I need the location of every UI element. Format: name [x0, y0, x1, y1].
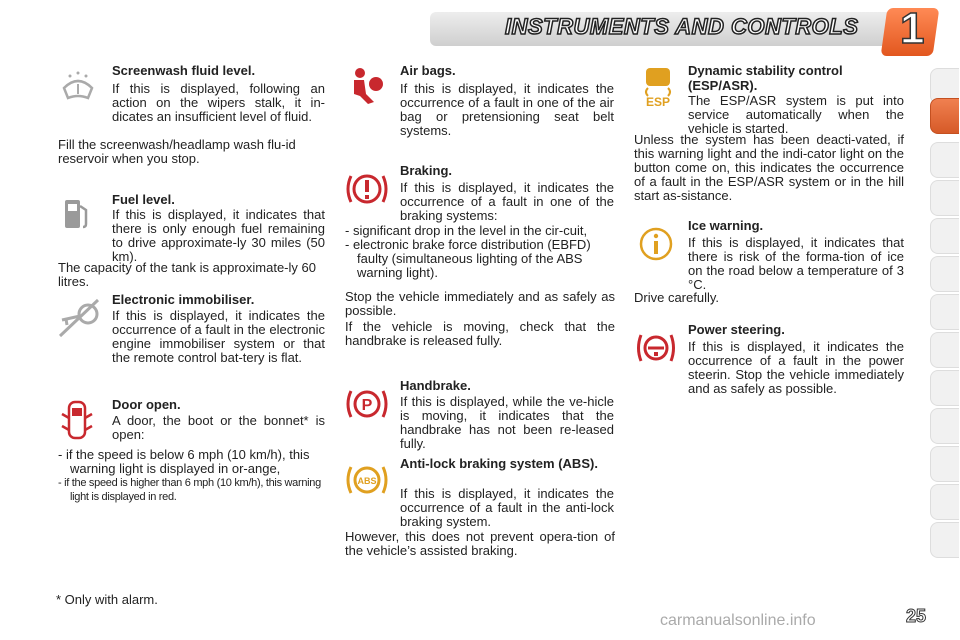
screenwash-body: If this is displayed, following an action on the wipers stalk, it in-dicates an insufficient level of fluid.	[112, 81, 325, 124]
airbag-icon	[348, 66, 384, 106]
abs-note: However, this does not prevent opera-tion of the vehicle’s assisted braking.	[345, 529, 615, 558]
braking-note-2: If the vehicle is moving, check that the handbrake is released fully.	[345, 319, 615, 348]
chapter-tab[interactable]	[930, 180, 959, 216]
list-item: - significant drop in the level in the cir-cuit,	[345, 223, 588, 238]
page-number: 25	[906, 606, 927, 626]
immobiliser-body: If this is displayed, it indicates the occurrence of a fault in the electronic engine immobiliser system or that the remote control bat-tery is flat.	[112, 308, 325, 365]
fuel-body: If this is displayed, it indicates that there is only enough fuel remaining to drive approximate-ly 30 miles (50 km).	[112, 207, 325, 264]
abs-icon	[345, 462, 389, 498]
airbags-body: If this is displayed, it indicates the occurrence of a fault in one of the air bag or pretensioning seat belt systems.	[400, 81, 614, 138]
steering-body: If this is displayed, it indicates the occurrence of a fault in the power steerin. Stop the vehicle immediately and as safely as possible.	[688, 339, 904, 396]
chapter-tab-active[interactable]	[930, 98, 959, 134]
power-steering-icon	[636, 330, 676, 366]
fuel-pump-icon	[62, 196, 90, 232]
door-title: Door open.	[112, 397, 181, 412]
ice-body: If this is displayed, it indicates that there is risk of the forma-tion of ice on the road below a temperature of 3 °C.	[688, 235, 904, 292]
airbags-title: Air bags.	[400, 63, 456, 78]
braking-body: If this is displayed, it indicates the occurrence of a fault in one of the braking systems:	[400, 180, 614, 223]
ice-note: Drive carefully.	[634, 290, 720, 305]
fuel-title: Fuel level.	[112, 192, 175, 207]
handbrake-title: Handbrake.	[400, 378, 471, 393]
abs-body: If this is displayed, it indicates the occurrence of a fault in the anti-lock braking system.	[400, 486, 614, 529]
abs-title: Anti-lock braking system (ABS).	[400, 456, 598, 471]
door-open-icon	[60, 398, 94, 442]
braking-title: Braking.	[400, 163, 453, 178]
immobiliser-title: Electronic immobiliser.	[112, 292, 255, 307]
chapter-tab[interactable]	[930, 370, 959, 406]
ice-title: Ice warning.	[688, 218, 764, 233]
esp-body: The ESP/ASR system is put into service automatically when the vehicle is started.	[688, 93, 904, 136]
chapter-tab[interactable]	[930, 294, 959, 330]
screenwash-fluid-icon	[58, 70, 98, 106]
chapter-tab[interactable]	[930, 484, 959, 520]
braking-list	[345, 224, 615, 280]
chapter-tab[interactable]	[930, 522, 959, 558]
chapter-tab[interactable]	[930, 218, 959, 254]
screenwash-title: Screenwash fluid level.	[112, 63, 256, 78]
chapter-number: 1	[900, 4, 925, 53]
page-header	[0, 0, 960, 55]
fuel-note: The capacity of the tank is approximate-ly 60 litres.	[58, 260, 316, 289]
handbrake-icon	[345, 386, 389, 422]
svg-text:ABS: ABS	[357, 476, 377, 486]
list-item: - if the speed is higher than 6 mph (10 km/h), this warning light is displayed in red.	[58, 477, 321, 503]
immobiliser-key-icon	[56, 296, 102, 340]
chapter-tabs	[926, 68, 960, 578]
list-item: - electronic brake force distribution (EBFD) faulty (simultaneous lighting of the ABS warning light).	[345, 237, 591, 280]
braking-note-1: Stop the vehicle immediately and as safely as possible.	[345, 289, 615, 318]
watermark: carmanualsonline.info	[660, 612, 816, 629]
screenwash-note: Fill the screenwash/headlamp wash flu-id reservoir when you stop.	[58, 137, 296, 166]
ice-warning-icon	[638, 226, 674, 262]
esp-title: Dynamic stability control (ESP/ASR).	[688, 63, 843, 93]
handbrake-body: If this is displayed, while the ve-hicle is moving, it indicates that the handbrake has not been re-leased fully.	[400, 394, 614, 451]
brake-warning-icon	[345, 170, 389, 208]
chapter-tab[interactable]	[930, 142, 959, 178]
chapter-tab[interactable]	[930, 256, 959, 292]
footnote: * Only with alarm.	[56, 592, 158, 607]
page-title: INSTRUMENTS AND CONTROLS	[505, 14, 859, 39]
esp-icon-label: ESP	[645, 95, 671, 108]
chapter-tab[interactable]	[930, 332, 959, 368]
esp-note: Unless the system has been deacti-vated, if this warning light and the indi-cator light on the button come on, this indicates the occurrence of a fault in the ESP/ASR system or in the hill start as-sistance.	[634, 132, 904, 203]
steering-title: Power steering.	[688, 322, 785, 337]
door-body: A door, the boot or the bonnet* is open:	[112, 413, 325, 442]
list-item: - if the speed is below 6 mph (10 km/h), this warning light is displayed in or-ange,	[58, 447, 310, 476]
svg-text:P: P	[361, 397, 373, 414]
door-list	[58, 448, 326, 504]
esp-icon	[640, 66, 676, 108]
chapter-tab[interactable]	[930, 408, 959, 444]
chapter-tab[interactable]	[930, 446, 959, 482]
